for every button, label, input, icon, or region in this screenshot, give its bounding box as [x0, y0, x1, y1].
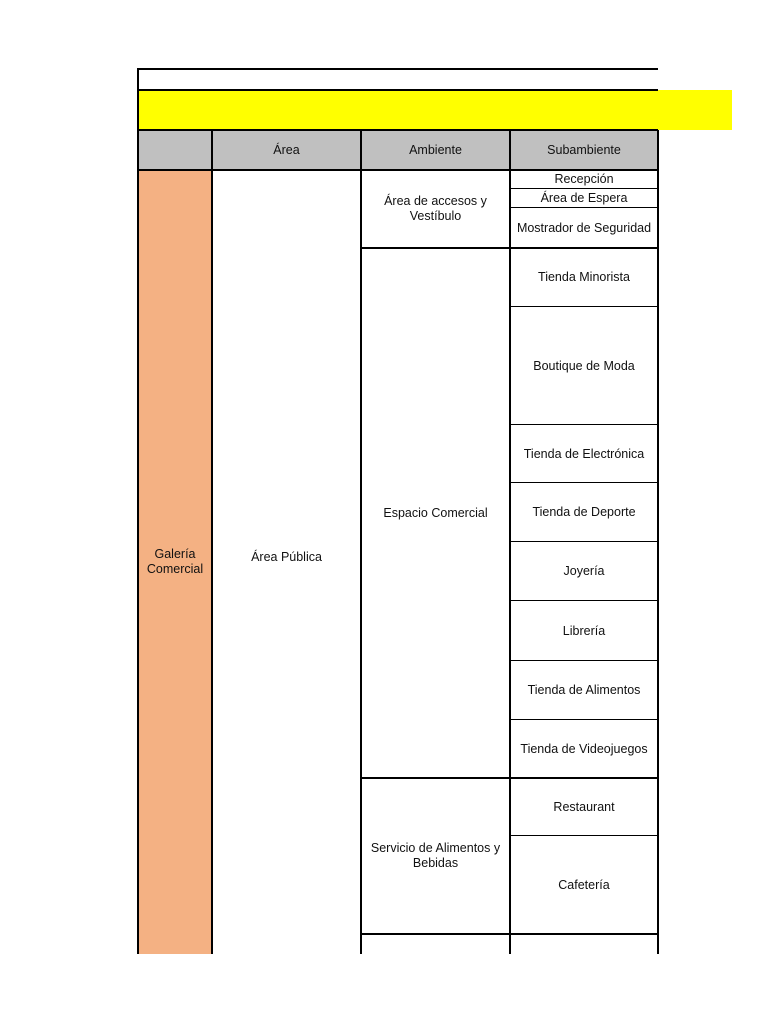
header-area: Área — [212, 130, 361, 170]
grid-line — [657, 130, 659, 954]
grid-line — [510, 188, 658, 189]
grid-line — [510, 541, 658, 542]
grid-line — [510, 424, 658, 425]
sub-tienda-electronica: Tienda de Electrónica — [523, 446, 645, 461]
grid-line — [137, 68, 658, 70]
grid-line — [360, 130, 362, 954]
ambiente-alimentos: Servicio de Alimentos y Bebidas — [370, 841, 501, 870]
header-ambiente: Ambiente — [361, 130, 510, 170]
grid-line — [510, 306, 658, 307]
grid-line — [137, 68, 139, 954]
title-highlight-row — [138, 90, 732, 130]
sub-boutique-moda: Boutique de Moda — [533, 358, 635, 373]
grid-line — [211, 130, 213, 954]
area-cell: Área Pública — [251, 549, 322, 564]
sub-next — [510, 934, 658, 954]
sub-libreria: Librería — [562, 623, 606, 638]
grid-line — [509, 130, 511, 954]
grid-line — [137, 129, 658, 131]
ambiente-accesos: Área de accesos y Vestíbulo — [384, 194, 487, 223]
sub-tienda-deporte: Tienda de Deporte — [532, 505, 636, 519]
sub-mostrador-seguridad: Mostrador de Seguridad — [516, 220, 652, 235]
grid-line — [137, 169, 659, 171]
sub-tienda-alimentos: Tienda de Alimentos — [527, 683, 641, 697]
sub-tienda-minorista: Tienda Minorista — [538, 270, 630, 284]
sub-recepcion: Recepción — [554, 172, 614, 186]
ambiente-next — [361, 934, 510, 954]
sub-joyeria: Joyería — [563, 564, 605, 578]
category-cell: Galería Comercial — [138, 170, 212, 954]
grid-line — [510, 207, 658, 208]
sub-cafeteria: Cafetería — [558, 877, 610, 892]
sub-restaurant: Restaurant — [553, 799, 615, 814]
title-row — [138, 70, 658, 90]
grid-line — [510, 660, 658, 661]
sub-tienda-videojuegos: Tienda de Videojuegos — [520, 741, 648, 756]
grid-line — [510, 600, 658, 601]
grid-line — [137, 89, 658, 91]
header-blank — [138, 130, 212, 170]
grid-line — [510, 835, 658, 836]
sub-area-espera: Área de Espera — [540, 191, 628, 205]
ambiente-comercial: Espacio Comercial — [383, 505, 488, 520]
grid-line — [510, 719, 658, 720]
header-subambiente: Subambiente — [510, 130, 658, 170]
grid-line — [510, 482, 658, 483]
